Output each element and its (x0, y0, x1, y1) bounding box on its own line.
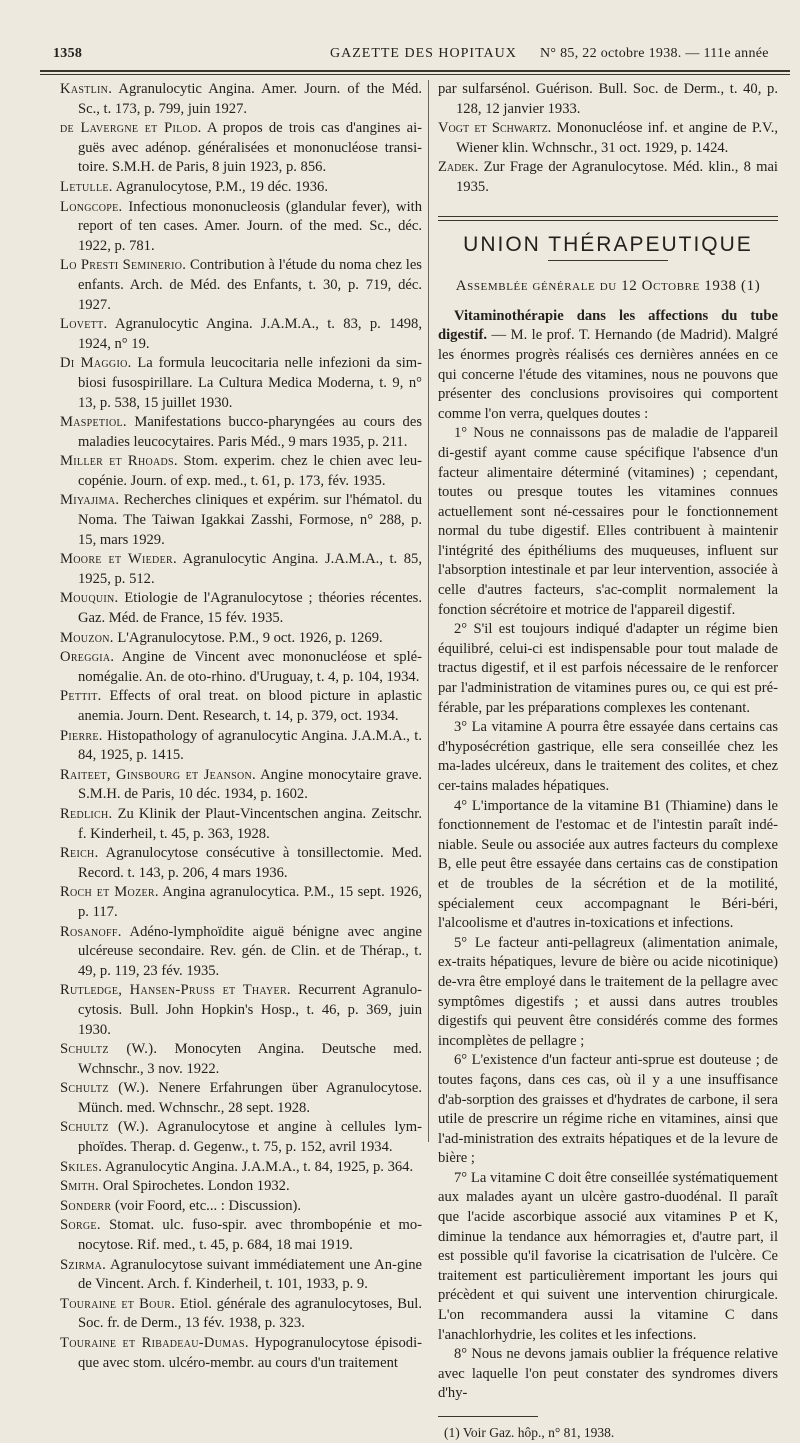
header-rule (40, 70, 790, 75)
reference-author: Kastlin. (60, 81, 113, 97)
page-header (45, 42, 785, 66)
reference-author: Rutledge, Hansen-Pruss et Thayer. (60, 982, 291, 999)
reference-author: Miyajima. (60, 492, 120, 509)
article-body (438, 307, 778, 1404)
section-rule (438, 216, 778, 221)
reference-entry (60, 119, 422, 178)
reference-text: par sulfarsénol. Guérison. Bull. Soc. de Derm., t. 40, p. 128, 12 janvier 1933. (438, 81, 778, 117)
reference-author: Letulle. (60, 178, 113, 195)
paragraph-text: 2° S'il est toujours indiqué d'adapter un régime bien équilibré, celui-ci est indispensable pour tout malade de tractus digestif, et il est parfois nécessaire de le renforcer par l'administration de vitamines pures ou, ce qui est pré-férable, par les préparations complexes les contenant. (438, 621, 778, 716)
reference-entry (60, 589, 422, 628)
journal-title: GAZETTE DES HOPITAUX (330, 46, 517, 61)
paragraph-text: 3° La vitamine A pourra être essayée dans certains cas d'hyposécrétion gastrique, elle sera conseillée chez les ma-lades ulcéreux, dans le traitement des colites, et chez cer-tains malades hépatiques. (438, 719, 778, 794)
reference-author: Di Maggio. (60, 355, 132, 372)
reference-text: Hypogranulocytose épisodi-que avec stom. ulcéro-membr. au cours d'un traitement (78, 1335, 422, 1371)
reference-author: Touraine et Ribadeau-Dumas. (60, 1335, 249, 1351)
reference-text: Infectious mononucleosis (glandular fever), with report of ten cases. Amer. Journ. of the med. Sc., déc. 1922, p. 781. (78, 198, 422, 254)
reference-author: Raiteet, Ginsbourg et Jeanson. (60, 766, 256, 783)
reference-text: Effects of oral treat. on blood picture in aplastic anemia. Journ. Dent. Research, t. 14, p. 379, oct. 1934. (78, 688, 422, 724)
reference-entry (60, 550, 422, 589)
section-title: UNION THÉRAPEUTIQUE (463, 232, 753, 256)
article-paragraph (438, 1051, 778, 1169)
reference-author: Pierre. (60, 727, 103, 744)
reference-author: Miller et Rhoads. (60, 453, 178, 470)
reference-entry (60, 1334, 422, 1373)
paragraph-text: 4° L'importance de la vitamine B1 (Thiamine) dans le fonctionnement de l'estomac et de l'intestin paraît indé-niable. Seule ou associée aux autres facteurs du complexe B, elle peut être essayée dans certains cas de constipation et de troubles de la sécrétion et de la motilité, spécialement ceux accompagnant le Béri-béri, l'alcoolisme et d'autres in-toxications et infections. (438, 797, 778, 932)
paragraph-text: 7° La vitamine C doit être conseillée systématiquement aux malades ayant un ulcère gastro-duodénal. Il paraît que l'acide ascorbique associé aux vitamines P et K, diminue la tendance aux hémorragies et, d'autre part, il est possible qu'il favorise la cicatrisation de l'ulcère. Ce traitement est particulièrement important les jours qui précèdent et qui suivent une intervention chirurgicale. L'on recommandera aussi la vitamine C dans l'anachlorhydrie, les colites et les infections. (438, 1169, 778, 1343)
reference-entry (60, 1118, 422, 1157)
reference-text: Agranulocytose suivant immédiatement une An-gine de Vincent. Arch. f. Kinderheil, t. 101, 1933, p. 9. (78, 1256, 422, 1293)
reference-text: Angine de Vincent avec mononucléose et splé-nomégalie. An. de oto-rhino. d'Uruguay, t. 4, p. 104, 1934. (78, 649, 422, 685)
reference-text: Nenere Erfahrungen über Agranulocytose. Münch. med. Wchnschr., 28 sept. 1928. (78, 1080, 422, 1116)
reference-entry (438, 158, 778, 197)
reference-text: Recurrent Agranulo-cytosis. Bull. John Hopkin's Hosp., t. 46, p. 369, juin 1930. (78, 982, 422, 1038)
reference-text: Agranulocytic Angina. J.A.M.A., t. 84, 1925, p. 364. (102, 1158, 414, 1175)
reference-author: Rosanoff. (60, 923, 122, 940)
article-paragraph (438, 797, 778, 934)
reference-text: La formula leucocitaria nelle infezioni da sim-biosi fusospirillare. La Cultura Medica Moderna, t. 9, n° 13, p. 538, 15 juillet 1930. (78, 355, 422, 411)
reference-entry (60, 256, 422, 315)
reference-author: Mouquin. (60, 590, 119, 607)
reference-entry (60, 354, 422, 413)
reference-author: Moore et Wieder. (60, 551, 177, 568)
paragraph-heading: Vitaminothérapie dans les affections du tube digestif. (438, 307, 778, 344)
reference-author: Maspetiol. (60, 414, 127, 431)
reference-author: Pettit. (60, 688, 102, 705)
reference-text: Recherches cliniques et expérim. sur l'hématol. du Noma. The Taiwan Igakkai Zasshi, Formose, n° 288, p. 15, mars 1929. (78, 492, 422, 548)
reference-entry (60, 1079, 422, 1118)
article-paragraph (438, 934, 778, 1052)
reference-author: Smith. (60, 1178, 100, 1195)
reference-text: Oral Spirochetes. London 1932. (99, 1178, 290, 1195)
reference-author: Skiles. (60, 1158, 103, 1175)
reference-entry (60, 844, 422, 883)
paragraph-text: 1° Nous ne connaissons pas de maladie de l'appareil di-gestif ayant comme cause spécifique l'absence d'un facteur alimentaire déterminé (vitamines) ; cependant, toutes ou presque toutes les vitamines connues actuellement sont né-cessaires pour le fonctionnement normal du tube digestif. Elles contribuent à maintenir l'intégrité des épithéliums des muqueuses, influent sur l'absorption intestinale et par leur intervention, associée à celle d'autres facteurs, s'ac-complit normalement la fonction sécrétoire et motrice de l'appareil digestif. (438, 425, 778, 618)
reference-entry (60, 981, 422, 1040)
reference-text: Zur Frage der Agranulocytose. Méd. klin., 8 mai 1935. (456, 159, 778, 195)
assembly-heading: Assemblée générale du 12 Octobre 1938 (1) (455, 278, 761, 295)
reference-entry (60, 1197, 422, 1217)
reference-entry (60, 491, 422, 550)
reference-text: Etiologie de l'Agranulocytose ; théories récentes. Gaz. Méd. de France, 15 fév. 1935. (78, 590, 422, 627)
reference-entry (438, 119, 778, 158)
reference-author: Schultz (W.). (60, 1041, 158, 1058)
reference-text: Agranulocytic Angina. J.A.M.A., t. 85, 1925, p. 512. (78, 551, 422, 587)
reference-author: Mouzon. (60, 629, 114, 646)
article-paragraph (438, 1345, 778, 1404)
reference-entry (60, 923, 422, 982)
paragraph-text: 6° L'existence d'un facteur anti-sprue est douteuse ; de toutes façons, dans ces cas, où il y a une insuffisance d'ab-sorption des graisses et d'hydrates de carbone, il sera utile de prescrire un régime riche en vitamines, ainsi que l'ad-ministration des extraits hépatiques et de la levure de bière ; (438, 1052, 778, 1167)
reference-text: L'Agranulocytose. P.M., 9 oct. 1926, p. 1269. (113, 629, 383, 646)
reference-entry (60, 413, 422, 452)
reference-entry (60, 1177, 422, 1197)
reference-text: Contribution à l'étude du noma chez les enfants. Arch. de Méd. des Enfants, t. 30, p. 719, déc. 1927. (78, 257, 422, 313)
reference-entry (60, 178, 422, 198)
reference-author: Zadek. (438, 159, 479, 176)
reference-author: Touraine et Bour. (60, 1295, 176, 1312)
reference-text: Angine monocytaire grave. S.M.H. de Paris, 10 déc. 1934, p. 1602. (78, 766, 422, 803)
column-divider (428, 80, 429, 1142)
reference-text: Adéno-lymphoïdite aiguë bénigne avec angine ulcéreuse secondaire. Rev. gén. de Clin. et de Thérap., t. 49, p. 119, 23 fév. 1935. (78, 923, 422, 979)
article-paragraph (438, 620, 778, 718)
reference-text: Agranulocytose et angine à cellules lym-phoïdes. Therap. d. Gegenw., t. 75, p. 152, avril 1934. (78, 1119, 423, 1156)
reference-author: Longcope. (60, 198, 123, 215)
reference-text: Agranulocytic Angina. J.A.M.A., t. 83, p. 1498, 1924, n° 19. (78, 316, 422, 352)
reference-entry (60, 883, 422, 922)
reference-entry (60, 629, 422, 649)
left-column (60, 80, 422, 1373)
article-paragraph (438, 424, 778, 620)
reference-author: Oreggia. (60, 649, 115, 666)
reference-entry (60, 687, 422, 726)
reference-author: Schultz (W.). (60, 1119, 149, 1136)
reference-text: Stomat. ulc. fuso-spir. avec thrombopénie et mo-nocytose. Rif. med., t. 45, p. 684, 18 mai 1919. (78, 1217, 422, 1254)
issue-info: N° 85, 22 octobre 1938. — 111e année (540, 46, 769, 61)
reference-entry (60, 766, 422, 805)
reference-entry (438, 80, 778, 119)
reference-entry (60, 80, 422, 119)
reference-author: Lovett. (60, 316, 108, 333)
article-paragraph (438, 307, 778, 425)
reference-author: Sorge. (60, 1217, 101, 1234)
reference-entry (60, 805, 422, 844)
reference-entry (60, 1040, 422, 1079)
reference-text: Histopathology of agranulocytic Angina. J.A.M.A., t. 84, 1925, p. 1415. (78, 727, 422, 764)
paragraph-text: 8° Nous ne devons jamais oublier la fréquence relative avec laquelle l'on peut constater des syndromes divers d'hy- (438, 1346, 778, 1402)
reference-text: Manifestations bucco-pharyngées au cours des maladies leucocytaires. Paris Méd., 9 mars 1935, p. 211. (78, 414, 422, 450)
reference-text: Stom. experim. chez le chien avec leu-copénie. Journ. of exp. med., t. 61, p. 173, fév. 1935. (78, 453, 422, 489)
reference-entry (60, 452, 422, 491)
page-number: 1358 (53, 46, 83, 61)
reference-list-continued (438, 80, 778, 198)
reference-author: Reich. (60, 845, 99, 862)
reference-entry (60, 1216, 422, 1255)
reference-text: Agranulocytose consécutive à tonsillectomie. Med. Record. t. 143, p. 206, 4 mars 1936. (78, 845, 422, 881)
paragraph-text: 5° Le facteur anti-pellagreux (alimentation animale, ex-traits hépatiques, levure de bière ou acide nicotinique) de-vra être employé dans le traitement de la pellagre avec symptômes digestifs ; et aussi dans autres troubles digestifs qui peuvent être considérés comme des formes incomplètes de pellagre ; (438, 934, 778, 1049)
reference-entry (60, 315, 422, 354)
reference-text: Mononucléose inf. et angine de P.V., Wiener klin. Wchnschr., 31 oct. 1929, p. 1424. (456, 120, 778, 156)
reference-text: Zu Klinik der Plaut-Vincentschen angina. Zeitschr. f. Kinderheil, t. 45, p. 363, 1928. (78, 805, 422, 842)
paragraph-text: — M. le prof. T. Hernando (de Madrid). Malgré les énormes progrès réalisés ces dernières années en ce qui concerne l'étude des vitamines, nous ne pouvons que présenter des conclusions provisoires qui comportent comme l'on verra, quelques doutes : (438, 327, 778, 422)
reference-text: (voir Foord, etc... : Discussion). (111, 1197, 302, 1214)
reference-author: Vogt et Schwartz. (438, 120, 552, 137)
article-paragraph (438, 718, 778, 796)
reference-author: Szirma. (60, 1256, 107, 1273)
reference-text: Agranulocytose, P.M., 19 déc. 1936. (112, 178, 328, 195)
reference-entry (60, 1256, 422, 1295)
reference-text: Etiol. générale des agranulocytoses, Bul. Soc. fr. de Derm., 13 fév. 1938, p. 323. (78, 1295, 422, 1332)
reference-author: de Lavergne et Pilod. (60, 120, 202, 137)
article-paragraph (438, 1169, 778, 1345)
reference-author: Lo Presti Seminerio. (60, 257, 187, 274)
footnote: (1) Voir Gaz. hôp., n° 81, 1938. (444, 1425, 615, 1440)
reference-entry (60, 1295, 422, 1334)
reference-entry (60, 727, 422, 766)
reference-author: Sonderr (60, 1197, 112, 1214)
right-column (438, 80, 778, 1443)
footnote-rule (438, 1416, 538, 1417)
reference-author: Schultz (W.). (60, 1080, 150, 1097)
reference-author: Roch et Mozer. (60, 884, 159, 901)
title-underline (548, 260, 668, 261)
reference-entry (60, 648, 422, 687)
reference-text: Monocyten Angina. Deutsche med. Wchnschr., 3 nov. 1922. (78, 1041, 422, 1077)
reference-entry (60, 198, 422, 257)
reference-author: Redlich. (60, 805, 113, 822)
reference-text: A propos de trois cas d'angines ai-guës avec adénop. généralisées et mononucléose transi-toire. S.M.H. de Paris, 8 juin 1923, p. 856. (78, 120, 422, 176)
reference-text: Agranulocytic Angina. Amer. Journ. of the Méd. Sc., t. 173, p. 799, juin 1927. (78, 81, 422, 117)
reference-text: Angina agranulocytica. P.M., 15 sept. 1926, p. 117. (78, 884, 422, 920)
